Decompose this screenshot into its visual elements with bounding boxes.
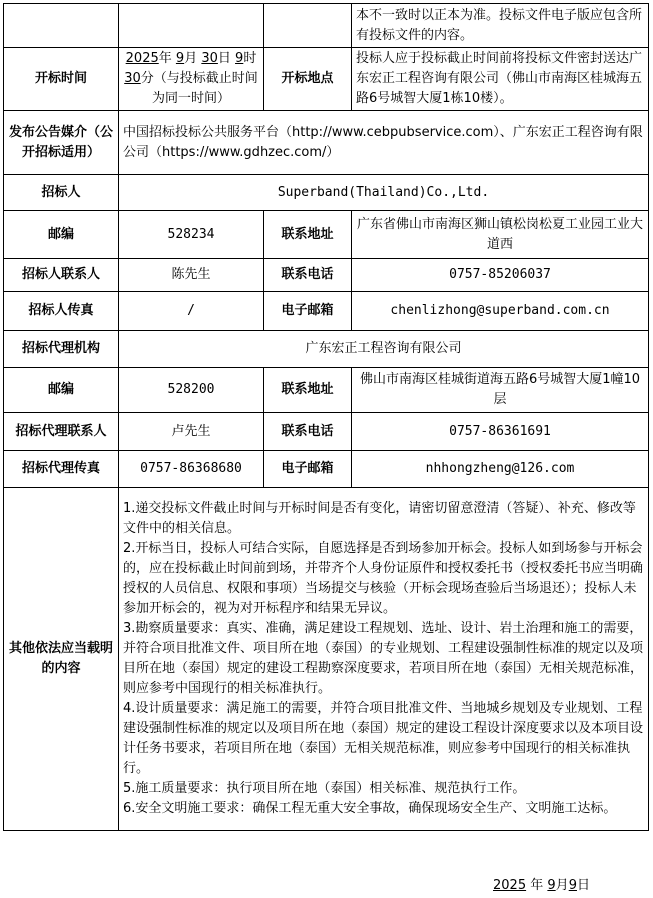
note-item: 5.施工质量要求：执行项目所在地（泰国）相关标准、规范执行工作。 bbox=[123, 781, 526, 796]
note-item: 2.开标当日，投标人可结合实际，自愿选择是否到场参加开标会。投标人如到场参与开标会的，应在投标截止时间前到场，并带齐个人身份证原件和授权委托书（授权委托书应当明确授权的人员信息、权限和事项）当场提交与核验（开标会现场查验后当场退还）；投标人未参加开标会的，视为对开标程序和结果无异议。 bbox=[123, 541, 644, 616]
minute-unit: 分 bbox=[140, 71, 154, 86]
tenderer-phone-label: 联系电话 bbox=[264, 259, 352, 292]
agency-phone: 0757-86361691 bbox=[352, 413, 649, 451]
agency-phone-label: 联系电话 bbox=[264, 413, 352, 451]
tenderer-label: 招标人 bbox=[4, 175, 119, 211]
tenderer-email[interactable]: chenlizhong@superband.com.cn bbox=[352, 292, 649, 331]
sign-year: 2025 bbox=[493, 878, 527, 893]
open-time-label: 开标时间 bbox=[4, 48, 119, 111]
open-minute: 30 bbox=[124, 71, 141, 86]
tenderer-fax-label: 招标人传真 bbox=[4, 292, 119, 331]
table-row-media bbox=[4, 111, 649, 175]
note-item: 1.递交投标文件截止时间与开标时间是否有变化，请密切留意澄清（答疑）、补充、修改等文件中的相关信息。 bbox=[123, 501, 636, 536]
agency-contact: 卢先生 bbox=[119, 413, 264, 451]
table-row-agency-fax bbox=[4, 451, 649, 488]
tenderer-contact-label: 招标人联系人 bbox=[4, 259, 119, 292]
table-row-agency bbox=[4, 331, 649, 368]
tenderer-postcode: 528234 bbox=[119, 211, 264, 259]
open-time-value bbox=[119, 48, 264, 111]
note-item: 3.勘察质量要求：真实、准确，满足建设工程规划、选址、设计、岩土治理和施工的需要，并符合项目批准文件、项目所在地（泰国）的专业规划、工程建设强制性标准的规定以及项目所在地（泰国）规定的建设工程勘察深度要求，若项目所在地（泰国）无相关规范标准，则应参考中国现行的相关标准执行。 bbox=[123, 621, 644, 696]
tenderer-contact: 陈先生 bbox=[119, 259, 264, 292]
sign-month-unit: 月 bbox=[555, 878, 569, 893]
agency-fax-label: 招标代理传真 bbox=[4, 451, 119, 488]
other-content bbox=[119, 488, 649, 831]
agency-address: 佛山市南海区桂城街道海五路6号城智大厦1幢10层 bbox=[352, 368, 649, 413]
sign-day-unit: 日 bbox=[576, 878, 590, 893]
tenderer-address: 广东省佛山市南海区狮山镇松岗松夏工业园工业大道西 bbox=[352, 211, 649, 259]
agency-fax: 0757-86368680 bbox=[119, 451, 264, 488]
other-label: 其他依法应当载明的内容 bbox=[4, 488, 119, 831]
open-year: 2025 bbox=[125, 51, 159, 66]
year-unit: 年 bbox=[158, 51, 172, 66]
table-row-tenderer-fax bbox=[4, 292, 649, 331]
agency-label: 招标代理机构 bbox=[4, 331, 119, 368]
tender-info-table bbox=[3, 3, 649, 831]
empty-cell bbox=[4, 4, 119, 48]
table-row-agency-postcode bbox=[4, 368, 649, 413]
open-place-value: 投标人应于投标截止时间前将投标文件密封送达广东宏正工程咨询有限公司（佛山市南海区桂城海五路6号城智大厦1栋10楼）。 bbox=[352, 48, 649, 111]
tenderer-phone: 0757-85206037 bbox=[352, 259, 649, 292]
signature-date bbox=[493, 874, 590, 893]
hour-unit: 时 bbox=[243, 51, 257, 66]
tenderer-address-label: 联系地址 bbox=[264, 211, 352, 259]
media-value: 中国招标投标公共服务平台（http://www.cebpubservice.com）、广东宏正工程咨询有限公司（https://www.gdhzec.com/） bbox=[119, 111, 649, 175]
open-day: 30 bbox=[201, 51, 218, 66]
open-time-note: （与投标截止时间为同一时间） bbox=[151, 71, 258, 106]
table-row-other bbox=[4, 488, 649, 831]
table-row-continued bbox=[4, 4, 649, 48]
table-row-agency-contact bbox=[4, 413, 649, 451]
agency-postcode: 528200 bbox=[119, 368, 264, 413]
day-unit: 日 bbox=[217, 51, 231, 66]
agency-postcode-label: 邮编 bbox=[4, 368, 119, 413]
tenderer-value: Superband(Thailand)Co.,Ltd. bbox=[119, 175, 649, 211]
table-row-tenderer-postcode bbox=[4, 211, 649, 259]
note-item: 6.安全文明施工要求：确保工程无重大安全事故，确保现场安全生产、文明施工达标。 bbox=[123, 801, 617, 816]
agency-email-label: 电子邮箱 bbox=[264, 451, 352, 488]
agency-email[interactable]: nhhongzheng@126.com bbox=[352, 451, 649, 488]
open-place-label: 开标地点 bbox=[264, 48, 352, 111]
table-row-tenderer-contact bbox=[4, 259, 649, 292]
empty-cell bbox=[119, 4, 264, 48]
table-row-open-time bbox=[4, 48, 649, 111]
tenderer-postcode-label: 邮编 bbox=[4, 211, 119, 259]
sign-year-unit: 年 bbox=[530, 878, 544, 893]
sign-day: 9 bbox=[568, 878, 577, 893]
agency-address-label: 联系地址 bbox=[264, 368, 352, 413]
media-label: 发布公告媒介（公开招标适用） bbox=[4, 111, 119, 175]
open-hour: 9 bbox=[235, 51, 244, 66]
tenderer-fax: / bbox=[119, 292, 264, 331]
tenderer-email-label: 电子邮箱 bbox=[264, 292, 352, 331]
note-item: 4.设计质量要求：满足施工的需要，并符合项目批准文件、当地城乡规划及专业规划、工程建设强制性标准的规定以及项目所在地（泰国）规定的建设工程设计深度要求以及本项目设计任务书要求，若项目所在地（泰国）无相关规范标准，则应参考中国现行的相关标准执行。 bbox=[123, 701, 644, 776]
table-row-tenderer bbox=[4, 175, 649, 211]
open-month: 9 bbox=[175, 51, 185, 66]
empty-cell bbox=[264, 4, 352, 48]
continued-text: 本不一致时以正本为准。投标文件电子版应包含所有投标文件的内容。 bbox=[352, 4, 649, 48]
month-unit: 月 bbox=[184, 51, 198, 66]
agency-contact-label: 招标代理联系人 bbox=[4, 413, 119, 451]
agency-value: 广东宏正工程咨询有限公司 bbox=[119, 331, 649, 368]
sign-month: 9 bbox=[547, 878, 556, 893]
